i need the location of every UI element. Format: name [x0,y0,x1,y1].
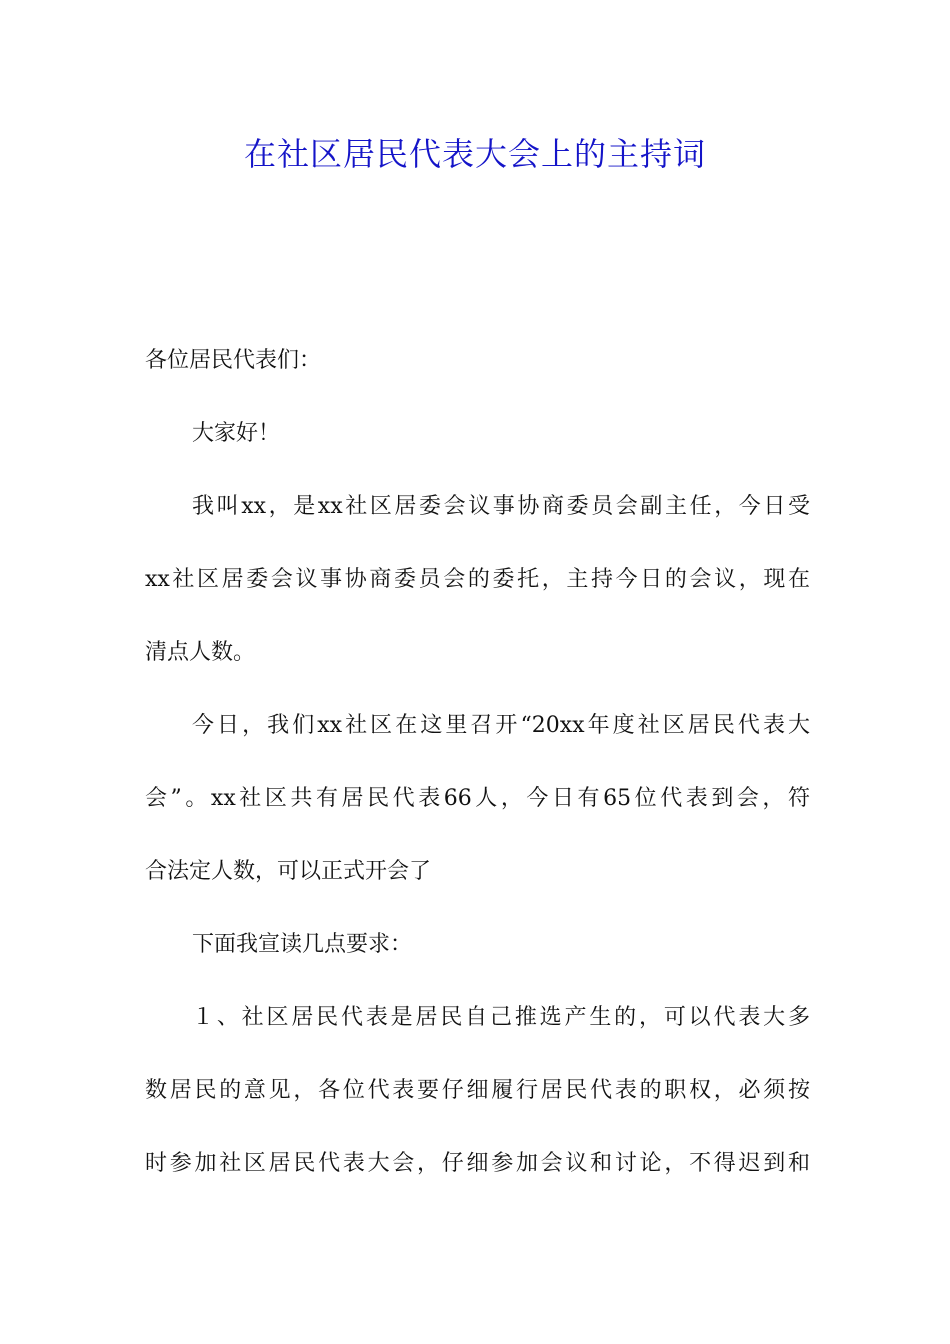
paragraph-gap [145,385,810,410]
paragraph-line: １、社区居民代表是居民自己推选产生的，可以代表大多 [192,1005,810,1030]
paragraph-line: 数居民的意见，各位代表要仔细履行居民代表的职权，必须按 [145,1078,810,1103]
paragraph-gap [145,969,810,994]
paragraph-line: 我叫xx，是xx社区居委会议事协商委员会副主任，今日受 [192,494,810,519]
paragraph-line: 合法定人数，可以正式开会了 [145,859,432,884]
salutation: 各位居民代表们： [145,348,322,373]
paragraph [145,702,810,896]
document-body [145,337,810,1188]
paragraph [145,921,810,969]
greeting: 大家好！ [192,421,281,446]
paragraph-line: 今日，我们xx社区在这里召开“20xx年度社区居民代表大 [192,713,810,738]
paragraph-line: xx社区居委会议事协商委员会的委托，主持今日的会议，现在 [145,567,810,592]
paragraph-line: 会”。xx社区共有居民代表66人，今日有65位代表到会，符 [145,786,810,811]
paragraph-gap [145,458,810,483]
paragraph-gap [145,896,810,921]
paragraph-line: 下面我宣读几点要求： [192,932,413,957]
paragraph-line: 时参加社区居民代表大会，仔细参加会议和讨论，不得迟到和 [145,1151,810,1176]
paragraph-line: 清点人数。 [145,640,256,665]
paragraph [145,483,810,677]
paragraph [145,994,810,1188]
paragraph-gap [145,677,810,702]
document-title: 在社区居民代表大会上的主持词 [243,135,706,173]
